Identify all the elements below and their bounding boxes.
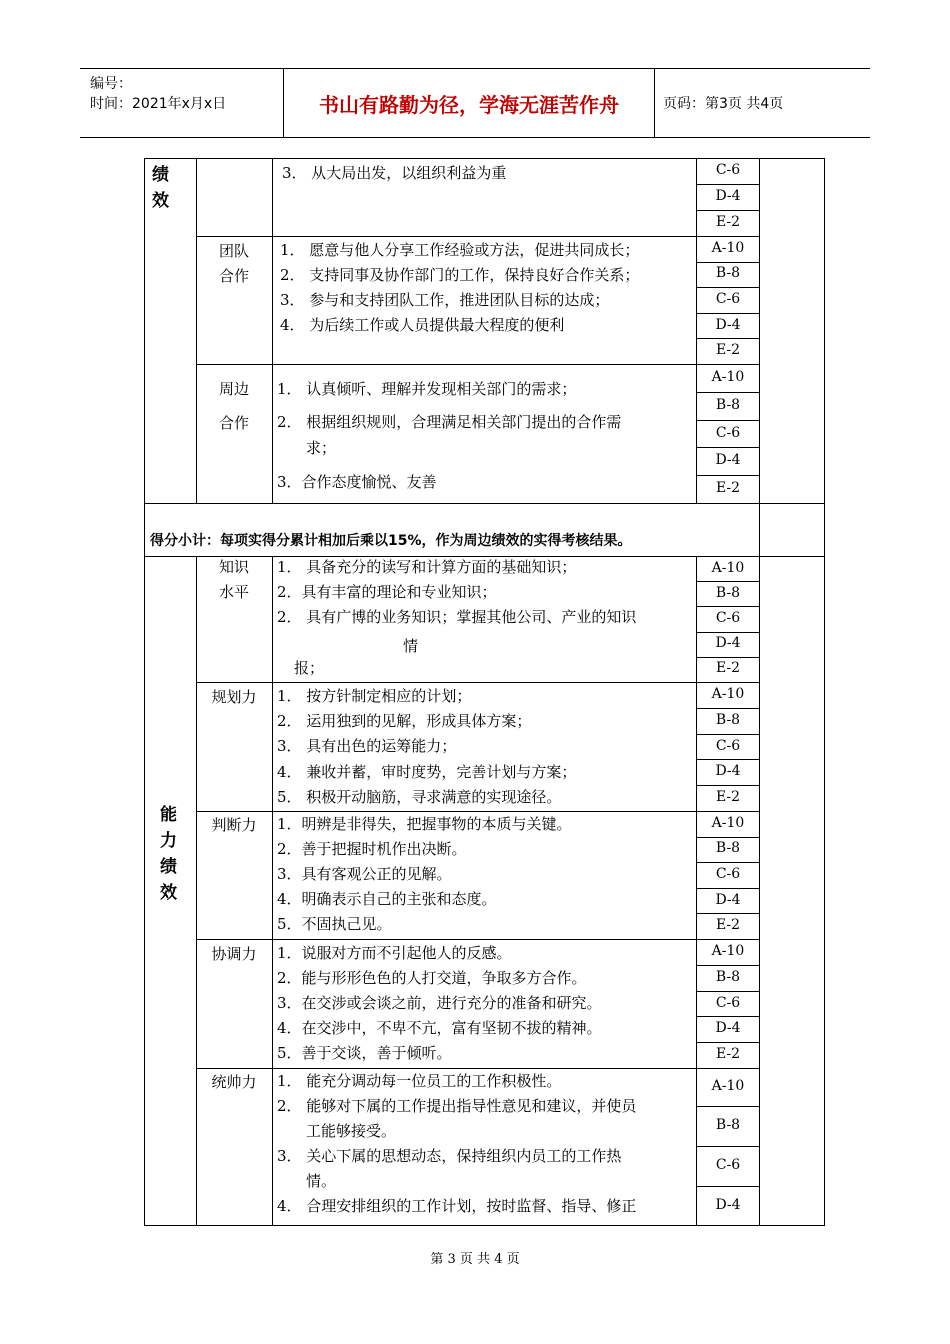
item-column-rule xyxy=(272,1068,273,1225)
grade-cell: D-4 xyxy=(715,763,741,780)
grade-row-rule xyxy=(696,581,759,582)
criterion-item: 1． 认真倾听、理解并发现相关部门的需求； xyxy=(277,380,577,398)
item-column-rule xyxy=(272,158,273,236)
grade-row-rule xyxy=(696,1016,759,1017)
criterion-item: 情 xyxy=(403,637,419,655)
grade-row-rule xyxy=(696,420,759,421)
category-peripheral: 绩效 xyxy=(152,165,169,211)
category-rule xyxy=(196,158,197,503)
criterion-item: 1． 具备充分的读写和计算方面的基础知识； xyxy=(277,558,577,576)
grade-row-rule xyxy=(696,1186,759,1187)
grade-cell: D-4 xyxy=(715,188,741,204)
number-label: 编号： xyxy=(90,76,132,92)
subtotal-text: 得分小计：每项实得分累计相加后乘以15%，作为周边绩效的实得考核结果。 xyxy=(150,533,632,549)
category-ability: 能力绩效 xyxy=(160,805,177,903)
table-top-border xyxy=(144,158,824,159)
grade-row-rule xyxy=(696,1042,759,1043)
criterion-item: 报； xyxy=(294,659,325,677)
grade-row-rule xyxy=(696,888,759,889)
subtotal-top-rule xyxy=(144,503,824,504)
criterion-item: 2． 根据组织规则，合理满足相关部门提出的合作需 xyxy=(277,413,622,431)
grade-row-rule xyxy=(696,785,759,786)
grade-cell: A-10 xyxy=(711,814,745,831)
grade-cell: B-8 xyxy=(715,968,741,985)
section-rule xyxy=(196,364,759,365)
grade-row-rule xyxy=(696,210,759,211)
criterion-item: 1． 能充分调动每一位员工的工作积极性。 xyxy=(277,1072,562,1090)
section-name: 知识 xyxy=(218,558,249,576)
section-rule xyxy=(196,682,759,683)
criterion-item: 2． 能够对下属的工作提出指导性意见和建议，并使员 xyxy=(277,1097,637,1115)
table-right-border xyxy=(824,158,825,1226)
grade-row-rule xyxy=(696,606,759,607)
criterion-item: 3． 从大局出发，以组织利益为重 xyxy=(282,164,507,182)
criterion-item: 4． 合理安排组织的工作计划，按时监督、指导、修正 xyxy=(277,1197,637,1215)
grade-cell: D-4 xyxy=(715,1196,741,1213)
evaluation-table xyxy=(144,158,824,1225)
criterion-item: 2． 支持同事及协作部门的工作，保持良好合作关系； xyxy=(280,266,640,284)
grade-row-rule xyxy=(696,184,759,185)
table-left-border xyxy=(144,158,145,1225)
criterion-item: 2． 运用独到的见解，形成具体方案； xyxy=(277,712,532,730)
grade-row-rule xyxy=(696,262,759,263)
grade-cell: C-6 xyxy=(715,994,741,1011)
section-name: 团队 xyxy=(218,242,249,260)
grade-cell: A-10 xyxy=(711,685,745,702)
grade-row-rule xyxy=(696,913,759,914)
criterion-item: 4． 为后续工作或人员提供最大程度的便利 xyxy=(280,316,565,334)
grade-cell: E-2 xyxy=(715,480,741,497)
grade-cell: E-2 xyxy=(715,789,741,806)
criterion-item: 求； xyxy=(306,439,337,457)
grade-cell: D-4 xyxy=(715,452,741,469)
grade-cell: A-10 xyxy=(711,559,745,576)
grade-row-rule xyxy=(696,475,759,476)
item-column-rule xyxy=(272,364,273,503)
grade-cell: C-6 xyxy=(715,610,741,626)
section-name: 判断力 xyxy=(211,816,257,834)
criterion-item: 3．合作态度愉悦、友善 xyxy=(277,473,437,491)
criterion-item: 3． 参与和支持团队工作，推进团队目标的达成； xyxy=(280,291,610,309)
score-column-rule xyxy=(759,158,760,1225)
criterion-item: 4． 兼收并蓄，审时度势，完善计划与方案； xyxy=(277,763,577,781)
grade-row-rule xyxy=(696,708,759,709)
grade-cell: B-8 xyxy=(715,711,741,728)
criterion-item: 3．具有客观公正的见解。 xyxy=(277,865,452,883)
criterion-item: 5．善于交谈，善于倾听。 xyxy=(277,1044,452,1062)
grade-row-rule xyxy=(696,862,759,863)
grade-row-rule xyxy=(696,447,759,448)
grade-cell: A-10 xyxy=(711,942,745,959)
section-name-line2: 水平 xyxy=(218,583,249,601)
criterion-item: 1．说服对方而不引起他人的反感。 xyxy=(277,944,512,962)
grade-cell: D-4 xyxy=(715,635,741,652)
grade-cell: C-6 xyxy=(715,1157,741,1173)
page-info: 页码：第3页 共4页 xyxy=(663,96,784,112)
grade-cell: E-2 xyxy=(715,214,741,230)
criterion-item: 2．具有丰富的理论和专业知识； xyxy=(277,583,497,601)
item-column-rule xyxy=(272,556,273,682)
section-name: 规划力 xyxy=(211,688,257,706)
criterion-item: 5． 积极开动脑筋，寻求满意的实现途径。 xyxy=(277,788,562,806)
grade-cell: D-4 xyxy=(715,316,741,333)
grade-row-rule xyxy=(696,392,759,393)
criterion-item: 1．明辨是非得失，把握事物的本质与关键。 xyxy=(277,815,572,833)
section-rule xyxy=(196,1068,759,1069)
grade-row-rule xyxy=(696,837,759,838)
grade-row-rule xyxy=(696,1106,759,1107)
grade-cell: C-6 xyxy=(715,737,741,754)
criterion-item: 3． 具有出色的运筹能力； xyxy=(277,737,457,755)
grade-cell: C-6 xyxy=(715,162,741,178)
grade-cell: B-8 xyxy=(715,396,741,413)
criterion-item: 3．在交涉或会谈之前，进行充分的准备和研究。 xyxy=(277,994,602,1012)
grade-row-rule xyxy=(696,734,759,735)
section-rule xyxy=(196,236,759,237)
section-name-line2: 合作 xyxy=(218,414,249,432)
header-meta xyxy=(80,69,283,137)
grade-cell: D-4 xyxy=(715,1020,741,1037)
grade-cell: E-2 xyxy=(715,1046,741,1063)
item-column-rule xyxy=(272,811,273,939)
item-column-rule xyxy=(272,939,273,1068)
grade-row-rule xyxy=(696,1146,759,1147)
grade-cell: A-10 xyxy=(711,239,745,256)
grade-row-rule xyxy=(696,632,759,633)
criterion-item: 1． 愿意与他人分享工作经验或方法，促进共同成长； xyxy=(280,241,640,259)
grade-cell: B-8 xyxy=(715,584,741,601)
criterion-item: 1． 按方针制定相应的计划； xyxy=(277,687,472,705)
criterion-item: 5．不固执己见。 xyxy=(277,915,392,933)
grade-row-rule xyxy=(696,313,759,314)
section-name: 统帅力 xyxy=(211,1073,257,1091)
grade-cell: C-6 xyxy=(715,424,741,441)
item-column-rule xyxy=(272,682,273,811)
criterion-item: 4．明确表示自己的主张和态度。 xyxy=(277,890,497,908)
criterion-item: 3． 关心下属的思想动态，保持组织内员工的工作热 xyxy=(277,1147,622,1165)
grade-row-rule xyxy=(696,991,759,992)
page-footer: 第 3 页 共 4 页 xyxy=(430,1252,520,1267)
criterion-item: 情。 xyxy=(306,1172,337,1190)
grade-cell: E-2 xyxy=(715,342,741,359)
criterion-item: 2．能与形形色色的人打交道，争取多方合作。 xyxy=(277,969,587,987)
grade-cell: E-2 xyxy=(715,917,741,934)
page-header xyxy=(80,68,870,138)
grade-row-rule xyxy=(696,338,759,339)
grade-cell: B-8 xyxy=(715,840,741,857)
category-rule xyxy=(196,556,197,1225)
grade-cell: D-4 xyxy=(715,891,741,908)
section-rule xyxy=(196,811,759,812)
criterion-item: 工能够接受。 xyxy=(306,1122,397,1140)
grade-cell: B-8 xyxy=(715,1117,741,1133)
date-label: 时间：2021年x月x日 xyxy=(90,96,227,112)
section-name-line2: 合作 xyxy=(218,267,249,285)
grade-row-rule xyxy=(696,965,759,966)
section-rule xyxy=(196,939,759,940)
grade-row-rule xyxy=(696,657,759,658)
criterion-item: 2．善于把握时机作出决断。 xyxy=(277,840,467,858)
grade-cell: B-8 xyxy=(715,265,741,282)
grade-cell: C-6 xyxy=(715,866,741,882)
grade-row-rule xyxy=(696,287,759,288)
item-column-rule xyxy=(272,236,273,364)
grade-cell: A-10 xyxy=(711,368,745,385)
grade-cell: C-6 xyxy=(715,291,741,307)
grade-row-rule xyxy=(696,759,759,760)
grade-cell: E-2 xyxy=(715,660,741,677)
section-name: 协调力 xyxy=(211,945,257,963)
section-name: 周边 xyxy=(218,380,249,398)
grade-cell: A-10 xyxy=(711,1078,745,1094)
table-bottom-border xyxy=(144,1225,824,1226)
criterion-item: 2． 具有广博的业务知识；掌握其他公司、产业的知识 xyxy=(277,608,637,626)
motto: 书山有路勤为径，学海无涯苦作舟 xyxy=(283,69,655,137)
criterion-item: 4．在交涉中，不卑不亢，富有坚韧不拔的精神。 xyxy=(277,1019,602,1037)
